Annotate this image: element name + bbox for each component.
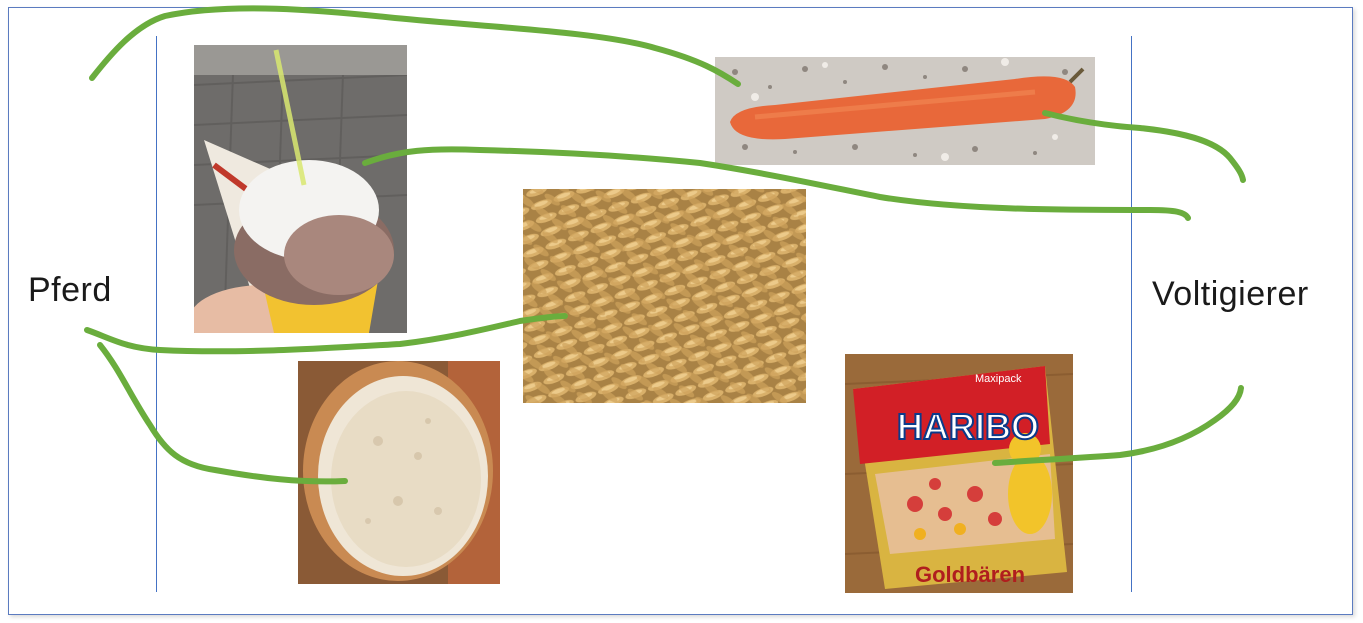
bread-photo[interactable] xyxy=(298,361,500,584)
haribo-logo-text: HARIBO xyxy=(897,406,1039,447)
label-pferd: Pferd xyxy=(28,271,112,309)
oats-photo[interactable] xyxy=(523,189,806,403)
gummy-bears-photo[interactable] xyxy=(845,354,1073,593)
pack-size-text: Maxipack xyxy=(975,373,1022,385)
right-divider xyxy=(1131,36,1132,592)
label-voltigierer: Voltigierer xyxy=(1152,275,1309,313)
left-divider xyxy=(156,36,157,592)
carrot-photo[interactable] xyxy=(715,57,1095,165)
ice-cream-photo[interactable] xyxy=(194,45,407,333)
goldbaeren-text: Goldbären xyxy=(915,562,1026,587)
